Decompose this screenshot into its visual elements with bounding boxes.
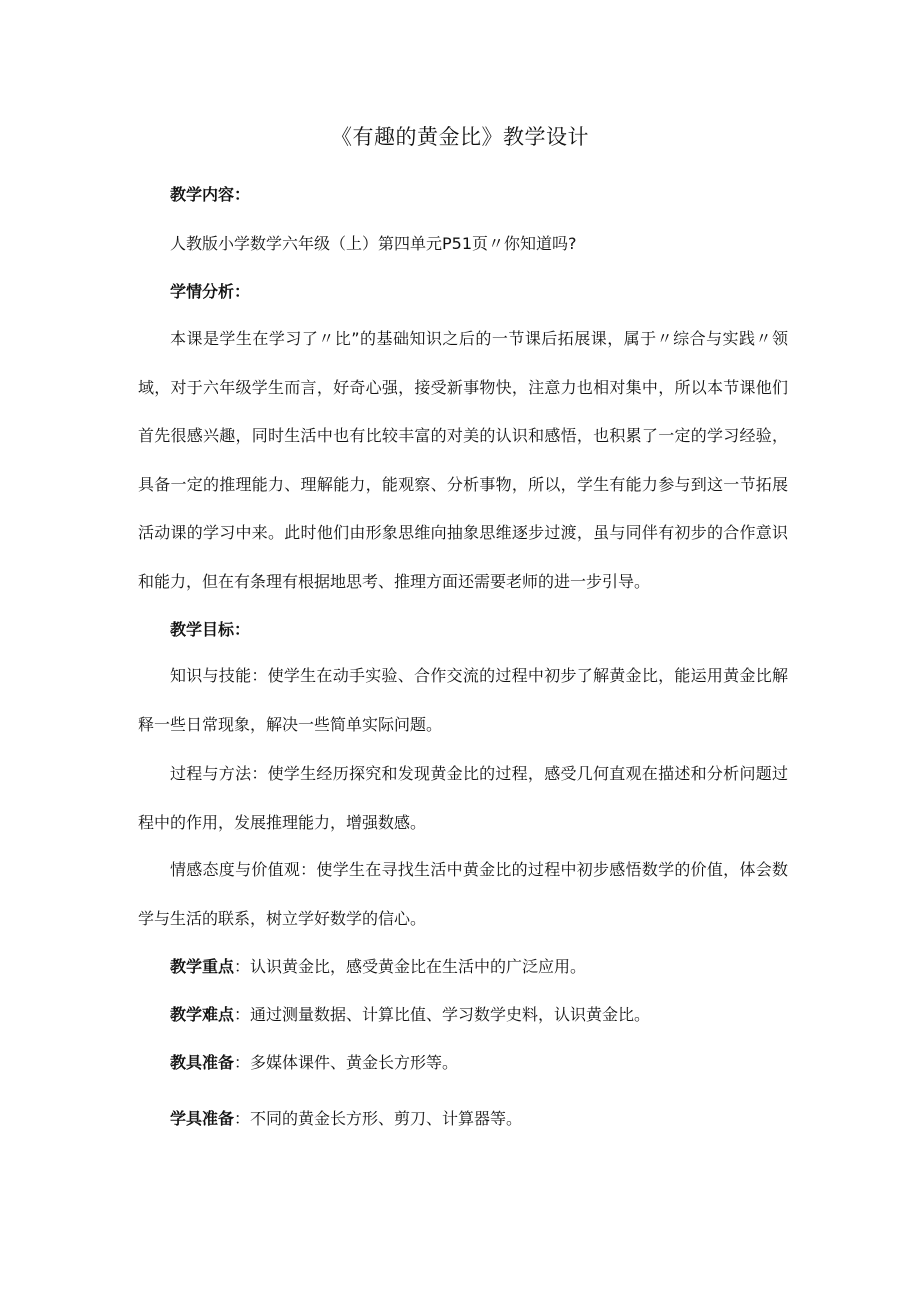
analysis-paragraph: 本课是学生在学习了〃比”的基础知识之后的一节课后拓展课，属于〃综合与实践〃领域，对于六年级学生而言，好奇心强，接受新事物快，注意力也相对集中，所以本节课他们首先很感兴趣，同时生活中也有比较丰富的对美的认识和感悟，也积累了一定的学习经验，具备一定的推理能力、理解能力，能观察、分析事物，所以，学生有能力参与到这一节拓展活动课的学习中来。此时他们由形象思维向抽象思维逐步过渡，虽与同伴有初步的合作意识和能力，但在有条理有根据地思考、推理方面还需要老师的进一步引导。 xyxy=(138,329,788,591)
difficulty-row xyxy=(138,1000,788,1030)
goals-heading-text: 教学目标： xyxy=(170,620,251,639)
content-text-value: 人教版小学数学六年级（上）第四单元P51页〃你知道吗? xyxy=(170,234,577,253)
teacher-tools-row xyxy=(138,1048,788,1078)
key-point-text: ：认识黄金比，感受黄金比在生活中的广泛应用。 xyxy=(234,957,587,976)
teacher-tools-text: ：多媒体课件、黄金长方形等。 xyxy=(234,1053,459,1072)
content-heading xyxy=(138,180,788,210)
key-point-wrap xyxy=(138,952,586,982)
content-heading-text: 教学内容： xyxy=(170,185,251,204)
analysis-heading-text: 学情分析： xyxy=(170,282,251,301)
key-point-row xyxy=(138,952,788,982)
analysis-heading xyxy=(138,277,788,307)
student-tools-label: 学具准备 xyxy=(170,1109,235,1128)
student-tools-text: ：不同的黄金长方形、剪刀、计算器等。 xyxy=(234,1109,523,1128)
difficulty-wrap xyxy=(138,1000,650,1030)
student-tools-row xyxy=(138,1104,788,1134)
goal-knowledge-paragraph: 知识与技能：使学生在动手实验、合作交流的过程中初步了解黄金比，能运用黄金比解释一些日常现象，解决一些简单实际问题。 xyxy=(138,666,788,734)
goal-process-paragraph: 过程与方法：使学生经历探究和发现黄金比的过程，感受几何直观在描述和分析问题过程中的作用，发展推理能力，增强数感。 xyxy=(138,764,788,832)
goals-heading xyxy=(138,615,788,645)
goal-emotion-paragraph: 情感态度与价值观：使学生在寻找生活中黄金比的过程中初步感悟数学的价值，体会数学与生活的联系，树立学好数学的信心。 xyxy=(138,860,788,928)
teacher-tools-label: 教具准备 xyxy=(170,1053,235,1072)
difficulty-text: ：通过测量数据、计算比值、学习数学史料，认识黄金比。 xyxy=(234,1005,651,1024)
content-text xyxy=(138,229,788,259)
teacher-tools-wrap xyxy=(138,1048,458,1078)
difficulty-label: 教学难点 xyxy=(170,1005,235,1024)
key-point-label: 教学重点 xyxy=(170,957,235,976)
student-tools-wrap xyxy=(138,1104,522,1134)
document-title: 《有趣的黄金比》教学设计 xyxy=(331,125,589,149)
